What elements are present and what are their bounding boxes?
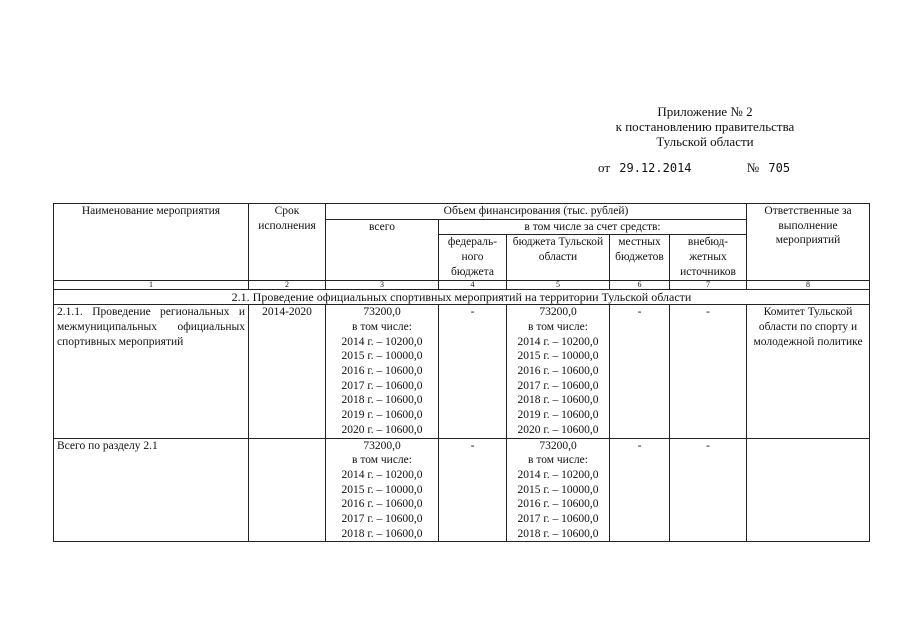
annex-region: Тульской области <box>656 134 754 149</box>
funding-line: 2015 г. – 10000,0 <box>517 350 599 363</box>
header-regional: бюджета Тульской области <box>507 235 610 280</box>
local-funding: - <box>610 438 670 542</box>
funding-line: 2015 г. – 10000,0 <box>341 483 423 496</box>
date-value: 29.12.2014 <box>619 161 692 175</box>
funding-line: в том числе: <box>528 320 588 333</box>
number-value: 705 <box>768 161 791 175</box>
annex-title: Приложение № 2 <box>657 104 753 119</box>
extra-funding: - <box>670 305 747 438</box>
date-label: от <box>598 160 611 175</box>
section-title: 2.1. Проведение официальных спортивных мероприятий на территории Тульской области <box>54 289 870 305</box>
funding-line: 2014 г. – 10200,0 <box>341 335 423 348</box>
funding-line: 2018 г. – 10600,0 <box>517 394 599 407</box>
funding-line: 73200,0 <box>539 439 577 452</box>
funding-line: в том числе: <box>528 454 588 467</box>
funding-line: 2016 г. – 10600,0 <box>517 498 599 511</box>
annex-subtitle: к постановлению правительства <box>615 119 795 134</box>
header-name: Наименование мероприятия <box>54 204 249 281</box>
funding-line: 2017 г. – 10600,0 <box>341 379 423 392</box>
funding-line: 73200,0 <box>363 439 401 452</box>
total-funding-cell <box>326 438 439 542</box>
col-number: 7 <box>670 280 747 289</box>
resolution-date-number <box>598 160 828 176</box>
funding-line: в том числе: <box>352 320 412 333</box>
activity-term <box>249 438 326 542</box>
total-funding-cell <box>326 305 439 438</box>
funding-line: 2018 г. – 10600,0 <box>341 527 423 540</box>
funding-line: 2018 г. – 10600,0 <box>341 394 423 407</box>
funding-line: 2019 г. – 10600,0 <box>517 409 599 422</box>
col-number: 2 <box>249 280 326 289</box>
number-label: № <box>746 160 760 175</box>
funding-line: 2017 г. – 10600,0 <box>341 513 423 526</box>
header-responsible: Ответственные за выполнение мероприятий <box>747 204 870 281</box>
funding-line: 2014 г. – 10200,0 <box>341 468 423 481</box>
responsible-party: Комитет Тульской области по спорту и молодежной политике <box>747 305 870 438</box>
header-extra: внебюд-жетных источников <box>670 235 747 280</box>
regional-funding-cell <box>507 305 610 438</box>
federal-funding: - <box>439 305 507 438</box>
funding-line: 2015 г. – 10000,0 <box>341 350 423 363</box>
federal-funding: - <box>439 438 507 542</box>
funding-line: 2018 г. – 10600,0 <box>517 527 599 540</box>
header-total: всего <box>326 219 439 280</box>
col-number: 6 <box>610 280 670 289</box>
funding-line: 2014 г. – 10200,0 <box>517 468 599 481</box>
header-local: местных бюджетов <box>610 235 670 280</box>
header-federal: федераль-ного бюджета <box>439 235 507 280</box>
col-number: 3 <box>326 280 439 289</box>
activity-name: Всего по разделу 2.1 <box>54 438 249 542</box>
col-number: 1 <box>54 280 249 289</box>
funding-line: 2017 г. – 10600,0 <box>517 379 599 392</box>
funding-line: 2015 г. – 10000,0 <box>517 483 599 496</box>
funding-line: 73200,0 <box>363 306 401 319</box>
col-number: 4 <box>439 280 507 289</box>
funding-line: 2020 г. – 10600,0 <box>341 423 423 436</box>
funding-line: 2016 г. – 10600,0 <box>517 365 599 378</box>
funding-line: в том числе: <box>352 454 412 467</box>
extra-funding: - <box>670 438 747 542</box>
funding-line: 2016 г. – 10600,0 <box>341 365 423 378</box>
header-including-sources: в том числе за счет средств: <box>439 219 747 235</box>
table-row <box>54 305 870 438</box>
header-term: Срок исполнения <box>249 204 326 281</box>
col-number: 8 <box>747 280 870 289</box>
table-row <box>54 438 870 542</box>
col-number: 5 <box>507 280 610 289</box>
funding-table <box>53 203 870 542</box>
local-funding: - <box>610 305 670 438</box>
annex-header <box>560 104 850 149</box>
funding-line: 73200,0 <box>539 306 577 319</box>
responsible-party <box>747 438 870 542</box>
funding-line: 2014 г. – 10200,0 <box>517 335 599 348</box>
regional-funding-cell <box>507 438 610 542</box>
funding-line: 2020 г. – 10600,0 <box>517 423 599 436</box>
funding-line: 2017 г. – 10600,0 <box>517 513 599 526</box>
column-numbers-row <box>54 280 870 289</box>
funding-line: 2016 г. – 10600,0 <box>341 498 423 511</box>
funding-line: 2019 г. – 10600,0 <box>341 409 423 422</box>
header-funding: Объем финансирования (тыс. рублей) <box>326 204 747 220</box>
activity-name: 2.1.1. Проведение региональных и межмуниципальных официальных спортивных мероприятий <box>54 305 249 438</box>
activity-term: 2014-2020 <box>249 305 326 438</box>
